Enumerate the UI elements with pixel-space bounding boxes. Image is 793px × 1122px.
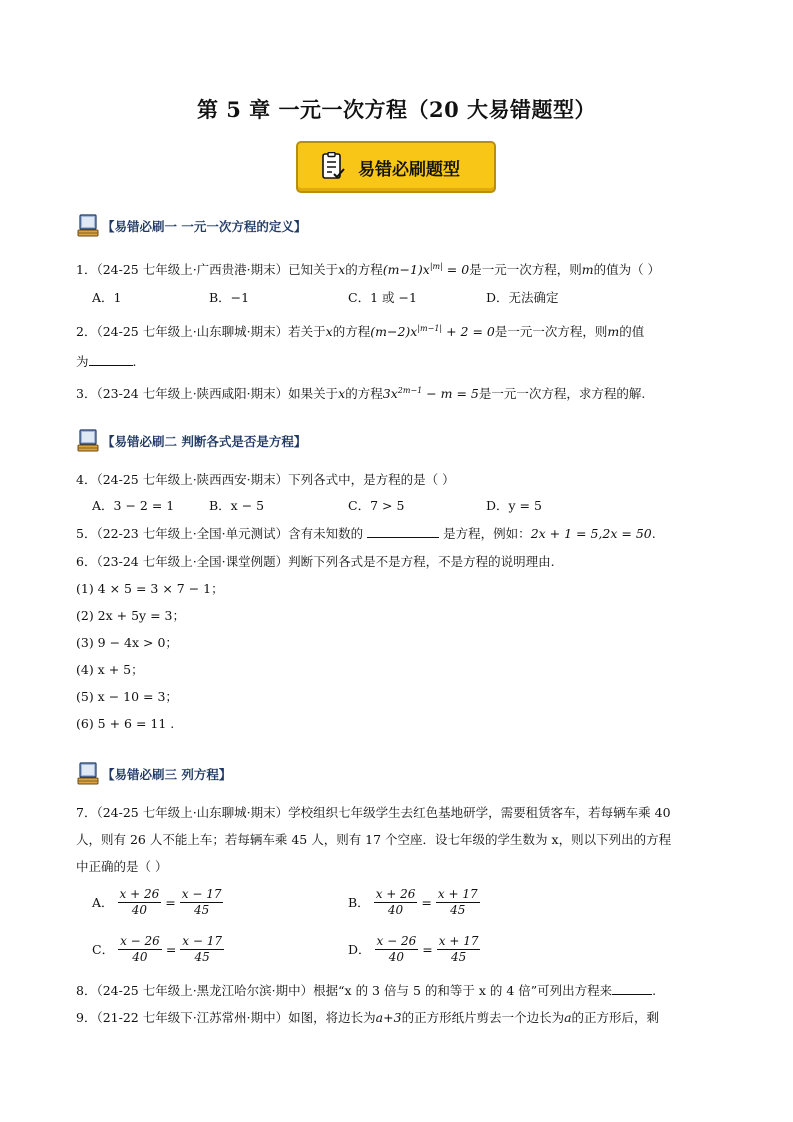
- q3-mid2: 是一元一次方程，求方程的解.: [478, 386, 646, 402]
- book-computer-icon: [76, 214, 100, 238]
- q2-equation: (m−2)x: [370, 324, 418, 340]
- question-1: [76, 259, 660, 278]
- q6-item-4: (4) x + 5；: [76, 662, 144, 677]
- q6-item-5: (5) x − 10 = 3；: [76, 689, 178, 704]
- q5-mid: 是方程，例如：: [443, 526, 531, 541]
- section-2-title: 【易错必刷二 判断各式是否是方程】: [102, 434, 307, 449]
- numerator: x + 26: [119, 887, 160, 901]
- banner-label: 易错必刷题型: [358, 159, 460, 180]
- q1-equation-tail: = 0: [442, 262, 470, 278]
- q2-line2: 为: [76, 354, 89, 369]
- q8-end: .: [652, 983, 657, 998]
- book-computer-icon: [76, 429, 100, 453]
- q2-mid3: 的值: [619, 324, 645, 340]
- fraction-right: [180, 887, 224, 918]
- q2-var-x: x: [325, 324, 333, 340]
- q7-option-a: A． $\frac{x + 26}{40}$ = $\frac{x - 17}{45}$: [92, 887, 222, 917]
- fraction-left: [375, 934, 419, 965]
- section-header-2: [76, 428, 306, 454]
- q1-option-d: D．无法确定: [486, 290, 559, 305]
- q2-mid2: 是一元一次方程，则: [494, 324, 608, 340]
- answer-blank[interactable]: [89, 353, 133, 366]
- q2-mid1: 的方程: [332, 324, 371, 340]
- fraction-right: [180, 934, 224, 965]
- option-label: D．: [348, 941, 371, 957]
- question-2: [76, 321, 644, 340]
- q5-prefix: 5．（22-23 七年级上·全国·单元测试）含有未知数的: [76, 526, 364, 541]
- question-3: [76, 383, 645, 402]
- option-label: B．: [348, 894, 370, 910]
- q7-option-d: D． $\frac{x - 26}{40}$ = $\frac{x + 17}{45}$: [348, 934, 479, 964]
- question-8: [76, 982, 656, 999]
- q1-var-x: x: [338, 262, 346, 278]
- q1-prefix: 1．（24-25 七年级上·广西贵港·期末）已知关于: [76, 262, 339, 278]
- q3-var-x: x: [338, 386, 346, 402]
- question-9: [76, 1010, 659, 1026]
- fraction-right: [437, 934, 481, 965]
- q1-option-b: B．−1: [209, 290, 250, 305]
- denominator: 40: [132, 950, 148, 964]
- q2-line2-end: .: [132, 354, 137, 369]
- question-4: 4．（24-25 七年级上·陕西西安·期末）下列各式中，是方程的是（ ）: [76, 472, 455, 487]
- numerator: x + 17: [437, 887, 478, 901]
- section-1-title: 【易错必刷一 一元一次方程的定义】: [102, 219, 307, 234]
- q7-option-b: B． $\frac{x + 26}{40}$ = $\frac{x + 17}{45}$: [348, 887, 478, 917]
- page-title: 第 5 章 一元一次方程（20 大易错题型）: [196, 97, 597, 122]
- q4-option-b: B．x − 5: [209, 498, 265, 513]
- q5-end: .: [651, 526, 656, 541]
- q1-exponent: |m|: [429, 262, 443, 271]
- q3-mid1: 的方程: [345, 386, 383, 402]
- q1-mid2: 是一元一次方程，则: [469, 262, 582, 278]
- numerator: x − 17: [182, 934, 223, 948]
- q3-equation: 3x: [382, 386, 398, 402]
- q1-mid1: 的方程: [345, 262, 383, 278]
- q9-expression: a+3: [375, 1010, 402, 1025]
- denominator: 40: [387, 903, 404, 917]
- question-2-line-2: [76, 353, 137, 370]
- denominator: 40: [131, 903, 148, 917]
- checklist-icon: [320, 152, 346, 182]
- answer-blank[interactable]: [367, 525, 439, 538]
- q1-mid3: 的值为（ ）: [593, 262, 661, 278]
- denominator: 45: [194, 950, 210, 964]
- question-5: [76, 525, 656, 542]
- book-computer-icon: [76, 762, 100, 786]
- question-6: 6．（23-24 七年级上·全国·课堂例题）判断下列各式是不是方程，不是方程的说明理由.: [76, 554, 555, 569]
- q6-item-3: (3) 9 − 4x > 0；: [76, 635, 178, 650]
- question-7-line-2: 人，则有 26 人不能上车；若每辆车乘 45 人，则有 17 个空座．设七年级的学生数为 x，则以下列出的方程: [76, 832, 672, 847]
- question-7-line-3: 中正确的是（ ）: [76, 859, 168, 874]
- q1-equation: (m−1)x: [382, 262, 430, 278]
- option-label: C．: [92, 941, 115, 957]
- q4-option-a: A．3 − 2 = 1: [92, 498, 175, 513]
- q2-var-m: m: [607, 324, 620, 340]
- fraction-left: [118, 934, 162, 965]
- numerator: x + 17: [438, 934, 479, 948]
- answer-blank[interactable]: [612, 982, 652, 995]
- fraction-right: [436, 887, 480, 918]
- q6-item-2: (2) 2x + 5y = 3；: [76, 608, 185, 623]
- q9-prefix: 9．（21-22 七年级下·江苏常州·期中）如图，将边长为: [76, 1010, 376, 1025]
- q9-var: a: [564, 1010, 572, 1025]
- fraction-left: [118, 887, 162, 918]
- q1-option-c: C．1 或 −1: [348, 290, 417, 305]
- q4-option-c: C．7 > 5: [348, 498, 405, 513]
- q9-mid: 的正方形纸片剪去一个边长为: [401, 1010, 565, 1025]
- option-label: A．: [92, 894, 114, 910]
- q1-var-m: m: [581, 262, 594, 278]
- q8-text: 8．（24-25 七年级上·黑龙江哈尔滨·期中）根据“x 的 3 倍与 5 的和等于 x 的 4 倍”可列出方程来: [76, 983, 613, 998]
- section-header-3: [76, 761, 231, 787]
- numerator: x − 17: [181, 887, 222, 901]
- denominator: 45: [450, 903, 466, 917]
- q2-equation-tail: + 2 = 0: [442, 324, 495, 340]
- question-7-line-1: 7．（24-25 七年级上·山东聊城·期末）学校组织七年级学生去红色基地研学，需要租赁客车，若每辆车乘 40: [76, 805, 671, 820]
- section-3-title: 【易错必刷三 列方程】: [102, 767, 232, 782]
- numerator: x + 26: [375, 887, 416, 901]
- q3-prefix: 3．（23-24 七年级上·陕西咸阳·期末）如果关于: [76, 386, 339, 402]
- q3-exponent: 2m−1: [397, 386, 423, 395]
- denominator: 40: [388, 950, 405, 964]
- denominator: 45: [193, 903, 210, 917]
- q7-option-c: C． $\frac{x - 26}{40}$ = $\frac{x - 17}{45}$: [92, 934, 223, 964]
- banner: [296, 141, 496, 193]
- q6-item-6: (6) 5 + 6 = 11 .: [76, 716, 175, 731]
- q2-exponent: |m−1|: [417, 324, 443, 333]
- q4-option-d: D．y = 5: [486, 498, 542, 513]
- q3-equation-tail: − m = 5: [422, 386, 479, 402]
- numerator: x − 26: [376, 934, 417, 948]
- q9-end: 的正方形后，剩: [571, 1010, 660, 1025]
- q2-prefix: 2．（24-25 七年级上·山东聊城·期末）若关于: [76, 324, 326, 340]
- section-header-1: [76, 213, 306, 239]
- fraction-left: [374, 887, 418, 918]
- q5-example: 2x + 1 = 5,2x = 50: [530, 526, 652, 541]
- numerator: x − 26: [120, 934, 160, 948]
- denominator: 45: [450, 950, 467, 964]
- q1-option-a: A．1: [92, 290, 122, 305]
- q6-item-1: (1) 4 × 5 = 3 × 7 − 1；: [76, 581, 224, 596]
